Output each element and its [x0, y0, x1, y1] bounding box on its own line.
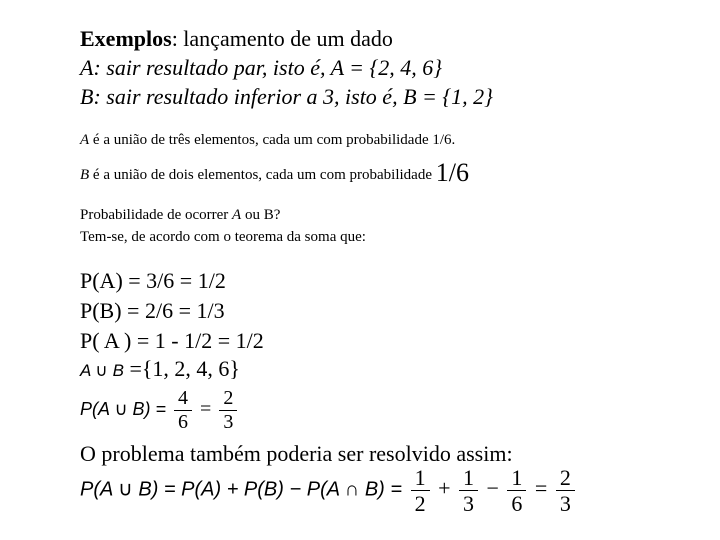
- alt-frac1-num: 1: [411, 466, 430, 491]
- result-pa-complement-text: P( A ) = 1 - 1/2 = 1/2: [80, 328, 264, 353]
- question-prefix: Probabilidade de ocorrer: [80, 207, 233, 223]
- p-union-den2: 3: [223, 411, 234, 433]
- alt-frac4: [556, 466, 575, 515]
- alt-op1: +: [438, 475, 451, 501]
- question-suffix: ou B?: [241, 207, 281, 223]
- intro-title: [80, 28, 393, 50]
- union-set-value: ={1, 2, 4, 6}: [129, 356, 240, 381]
- intro-b-line: [80, 86, 493, 108]
- alt-frac4-den: 3: [559, 491, 571, 517]
- question-line2-text: Tem-se, de acordo com o teorema da soma que:: [80, 229, 366, 245]
- p-union-equals: =: [200, 398, 212, 421]
- alt-frac3: [507, 466, 526, 515]
- result-pa-complement: [80, 330, 264, 352]
- alt-frac3-num: 1: [507, 466, 526, 491]
- alt-frac1-den: 2: [414, 491, 426, 517]
- alt-op3: =: [534, 475, 548, 501]
- question-line2: [80, 230, 366, 245]
- intro-title-rest: : lançamento de um dado: [171, 26, 393, 51]
- p-union-num1: 4: [174, 388, 192, 411]
- intro-title-bold: Exemplos: [80, 26, 172, 51]
- result-pb-text: P(B) = 2/6 = 1/3: [80, 298, 225, 323]
- p-union-frac2: [219, 388, 237, 433]
- union-set-label: A ∪ B: [80, 361, 124, 380]
- alt-formula-left: P(A ∪ B) = P(A) + P(B) − P(A ∩ B) =: [80, 478, 403, 501]
- note-b: [80, 160, 469, 186]
- result-pa: [80, 270, 226, 292]
- note-a: [80, 133, 455, 148]
- alt-heading-text: O problema também poderia ser resolvido assim:: [80, 441, 513, 466]
- p-union-den1: 6: [178, 411, 189, 433]
- alt-frac2-den: 3: [462, 491, 474, 517]
- note-a-text: é a união de três elementos, cada um com probabilidade 1/6.: [89, 132, 456, 148]
- union-set: [80, 358, 240, 380]
- p-union: [80, 388, 240, 433]
- alt-op2: −: [486, 475, 499, 501]
- p-union-num2: 2: [219, 388, 237, 411]
- p-union-frac1: [174, 388, 192, 433]
- p-union-label: P(A ∪ B) =: [80, 399, 167, 420]
- alt-frac1: [411, 466, 430, 515]
- alt-heading: [80, 443, 513, 465]
- result-pb: [80, 300, 225, 322]
- alt-formula: [80, 466, 578, 515]
- intro-a-line: [80, 57, 442, 79]
- question-var: A: [232, 207, 242, 223]
- note-b-prob: 1/6: [435, 158, 469, 187]
- alt-frac4-num: 2: [556, 466, 575, 491]
- note-b-var: B: [80, 167, 90, 183]
- note-b-text: é a união de dois elementos, cada um com probabilidade: [89, 167, 436, 183]
- intro-b-text: B: sair resultado inferior a 3, isto é, B = {1, 2}: [80, 84, 493, 109]
- question-line: [80, 208, 280, 223]
- note-a-var: A: [80, 132, 90, 148]
- intro-a-text: A: sair resultado par, isto é, A = {2, 4, 6}: [80, 55, 443, 80]
- alt-frac3-den: 6: [511, 491, 523, 517]
- result-pa-text: P(A) = 3/6 = 1/2: [80, 268, 226, 293]
- alt-frac2-num: 1: [459, 466, 478, 491]
- alt-frac2: [459, 466, 478, 515]
